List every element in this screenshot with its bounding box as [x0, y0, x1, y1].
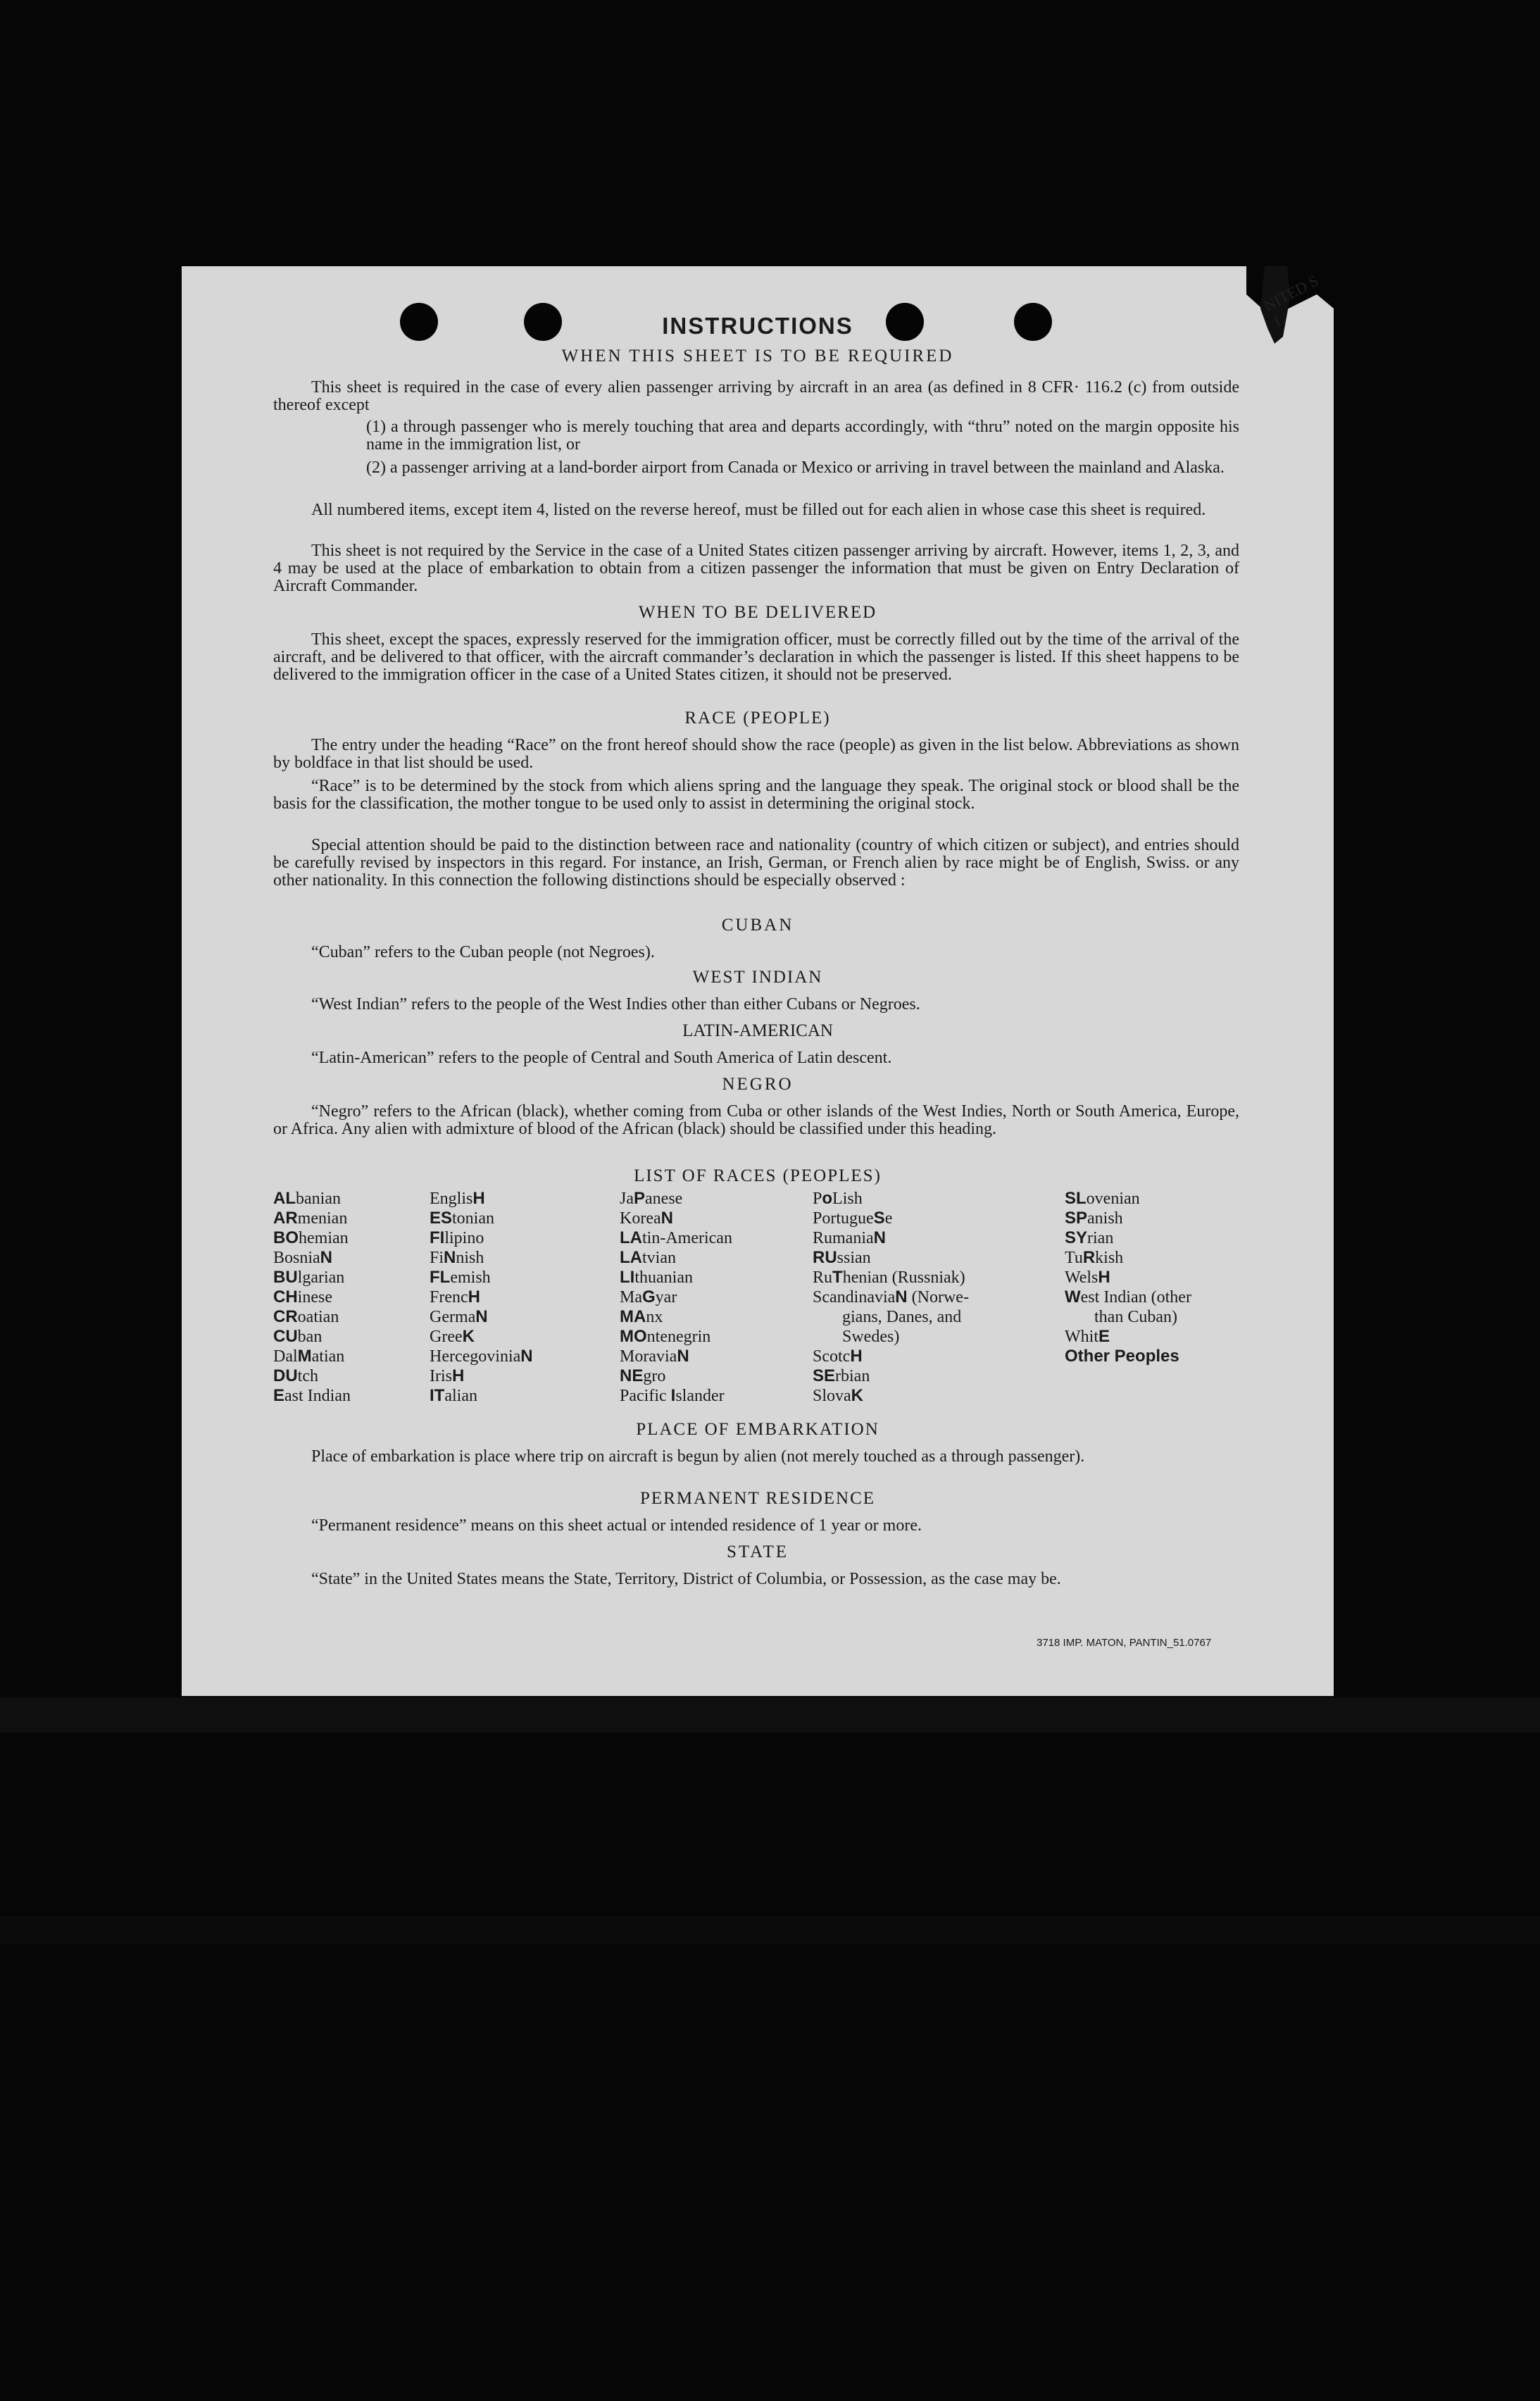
heading-cuban: CUBAN — [721, 916, 794, 935]
race-text: kish — [1095, 1249, 1124, 1267]
race-text: ntenegrin — [646, 1328, 711, 1346]
race-text: anese — [645, 1190, 683, 1208]
heading-delivered: WHEN TO BE DELIVERED — [638, 603, 877, 622]
race-text: (Norwe- — [907, 1288, 969, 1306]
race-text: E — [1098, 1327, 1110, 1346]
race-text: K — [462, 1327, 475, 1346]
race-text: thuanian — [634, 1268, 693, 1287]
form-number: 3718 IMP. MATON, PANTIN_51.0767 — [1037, 1637, 1212, 1649]
race-entry — [1065, 1228, 1191, 1248]
race-text: I — [670, 1386, 676, 1405]
race-text: gro — [643, 1367, 666, 1385]
race-text: AL — [273, 1189, 296, 1208]
race-text: tvian — [642, 1249, 676, 1267]
race-text: N — [520, 1347, 533, 1366]
race-text: P — [813, 1190, 822, 1208]
race-entry — [620, 1268, 732, 1287]
race-text: slander — [675, 1387, 725, 1405]
race-text: BU — [273, 1268, 298, 1287]
race-text: SY — [1065, 1228, 1088, 1247]
tab-stamp: NITED S 1. — [1260, 271, 1322, 331]
race-entry — [430, 1209, 533, 1228]
race-text: Fi — [430, 1249, 444, 1267]
race-text: hemian — [299, 1229, 349, 1247]
race-entry — [273, 1386, 351, 1406]
race-text: Rumania — [813, 1229, 874, 1247]
race-text: atian — [311, 1347, 345, 1366]
paragraph: Special attention should be paid to the distinction between race and nationality (country of which citizen or subject), and entries should be carefully revised by inspectors in this regard. For instance, an Irish, German, or French alien by race might be of English, Swiss. or any other nationality. In this connection the following distinctions should be especially observed : — [273, 836, 1239, 890]
race-entry — [430, 1287, 533, 1307]
race-text: H — [1098, 1268, 1110, 1287]
paragraph: “Race” is to be determined by the stock from which aliens spring and the language they speak. The original stock or blood shall be the basis for the classification, the mother tongue to be used only to assist in determining the original stock. — [273, 777, 1239, 813]
race-entry — [1065, 1209, 1191, 1228]
paragraph: This sheet is not required by the Service in the case of a United States citizen passenger arriving by aircraft. However, items 1, 2, 3, and 4 may be used at the place of embarkation to obtain from a citizen passenger the information that must be given on Entry Declaration of Aircraft Commander. — [273, 542, 1239, 595]
race-text: H — [850, 1347, 863, 1366]
race-text: LA — [620, 1228, 642, 1247]
race-text: M — [297, 1347, 312, 1366]
race-entry — [273, 1307, 351, 1327]
paragraph: All numbered items, except item 4, listed on the reverse hereof, must be filled out for each alien in whose case this sheet is required. — [311, 501, 1206, 519]
paragraph: “Permanent residence” means on this sheet actual or intended residence of 1 year or more. — [311, 1516, 922, 1535]
race-entry — [273, 1366, 351, 1386]
race-text: T — [832, 1268, 843, 1287]
scan-band — [0, 1916, 1540, 1944]
race-text: IT — [430, 1386, 445, 1405]
scan-band — [0, 1697, 1540, 1733]
race-text: W — [1065, 1287, 1081, 1306]
race-entry — [430, 1248, 533, 1268]
race-text: henian (Russniak) — [842, 1268, 965, 1287]
race-entry — [620, 1228, 732, 1248]
race-text: tin-American — [642, 1229, 732, 1247]
race-text: NE — [620, 1366, 644, 1385]
heading-race: RACE (PEOPLE) — [684, 709, 831, 728]
race-entry — [1065, 1248, 1191, 1268]
race-text: S — [873, 1209, 885, 1228]
race-text: N — [873, 1228, 886, 1247]
race-text: Ru — [813, 1268, 833, 1287]
race-text: Wels — [1065, 1268, 1098, 1287]
race-text: rbian — [835, 1367, 870, 1385]
race-text: banian — [296, 1190, 341, 1208]
heading-races-list: LIST OF RACES (PEOPLES) — [634, 1166, 882, 1185]
race-entry — [813, 1268, 969, 1287]
paragraph: “State” in the United States means the State, Territory, District of Columbia, or Possession, as the case may be. — [311, 1570, 1061, 1588]
race-text: N — [320, 1248, 333, 1267]
race-entry — [620, 1189, 732, 1209]
race-text: ovenian — [1086, 1190, 1140, 1208]
race-entry — [813, 1228, 969, 1248]
race-text: SL — [1065, 1189, 1087, 1208]
race-entry — [813, 1386, 969, 1406]
race-text: K — [851, 1386, 864, 1405]
race-entry — [273, 1228, 351, 1248]
race-text: H — [472, 1189, 485, 1208]
races-column — [813, 1189, 969, 1406]
race-text: e — [884, 1209, 893, 1228]
race-entry — [273, 1248, 351, 1268]
race-text: Frenc — [430, 1288, 468, 1306]
race-entry — [430, 1327, 533, 1347]
race-text: ssian — [837, 1249, 871, 1267]
race-text: N — [661, 1209, 673, 1228]
races-column — [273, 1189, 351, 1406]
heading-residence: PERMANENT RESIDENCE — [639, 1489, 876, 1508]
race-text: CR — [273, 1307, 298, 1326]
race-entry — [273, 1268, 351, 1287]
races-column — [430, 1189, 533, 1406]
race-text: H — [468, 1287, 480, 1306]
heading-west-indian: WEST INDIAN — [692, 968, 823, 987]
race-text: SE — [813, 1366, 836, 1385]
race-text: menian — [297, 1209, 348, 1228]
race-text: N — [895, 1287, 908, 1306]
race-entry — [813, 1248, 969, 1268]
race-entry — [430, 1307, 533, 1327]
race-entry — [1065, 1287, 1191, 1307]
heading-negro: NEGRO — [722, 1075, 794, 1094]
race-entry — [620, 1386, 732, 1406]
race-text: BO — [273, 1228, 299, 1247]
race-text: Portugue — [813, 1209, 874, 1228]
race-entry — [620, 1347, 732, 1366]
race-entry — [430, 1347, 533, 1366]
race-text: Scandinavia — [813, 1288, 896, 1306]
list-item: (1) a through passenger who is merely touching that area and departs accordingly, with “thru” noted on the margin opposite his name in the immigration list, or — [366, 418, 1239, 454]
race-text: N — [475, 1307, 488, 1326]
race-text: Lish — [832, 1190, 863, 1208]
race-text: o — [822, 1189, 833, 1208]
race-text: nx — [646, 1308, 663, 1326]
race-text: SP — [1065, 1209, 1088, 1228]
race-text: anish — [1087, 1209, 1123, 1228]
race-text: Slova — [813, 1387, 851, 1405]
page-title: INSTRUCTIONS — [662, 313, 853, 339]
race-entry — [1065, 1347, 1191, 1366]
race-text: Englis — [430, 1190, 473, 1208]
paragraph: This sheet, except the spaces, expressly reserved for the immigration officer, must be correctly filled out by the time of the arrival of the aircraft, and be delivered to that officer, with the aircraft commander’s declaration in which the passenger is listed. If this sheet happens to be delivered to the immigration officer in the case of a United States citizen, it should not be preserved. — [273, 630, 1239, 684]
race-entry — [273, 1189, 351, 1209]
heading-required: WHEN THIS SHEET IS TO BE REQUIRED — [561, 347, 954, 366]
race-entry — [1065, 1189, 1191, 1209]
race-text: Swedes) — [842, 1328, 900, 1346]
paragraph: “Latin-American” refers to the people of Central and South America of Latin descent. — [311, 1049, 892, 1067]
race-entry — [273, 1287, 351, 1307]
paragraph: “Cuban” refers to the Cuban people (not Negroes). — [311, 943, 655, 961]
race-text: N — [444, 1248, 456, 1267]
races-column — [620, 1189, 732, 1406]
race-text: Other Peoples — [1065, 1347, 1179, 1366]
race-text: LA — [620, 1248, 642, 1267]
paragraph: The entry under the heading “Race” on the front hereof should show the race (people) as given in the list below. Abbreviations as shown by boldface in that list should be used. — [273, 736, 1239, 772]
race-text: alian — [444, 1387, 477, 1405]
race-text: N — [677, 1347, 689, 1366]
race-text: gians, Danes, and — [842, 1308, 962, 1326]
race-text: Pacific — [620, 1387, 671, 1405]
race-text: Ja — [620, 1190, 634, 1208]
heading-latin-american: LATIN-AMERICAN — [682, 1021, 833, 1040]
race-text: Germa — [430, 1308, 476, 1326]
race-text: MA — [620, 1307, 646, 1326]
race-text: Dal — [273, 1347, 298, 1366]
race-entry — [1065, 1268, 1191, 1287]
race-entry — [273, 1347, 351, 1366]
race-text: Bosnia — [273, 1249, 320, 1267]
race-entry — [813, 1327, 969, 1347]
races-column — [1065, 1189, 1191, 1366]
race-text: H — [452, 1366, 465, 1385]
race-text: lipino — [444, 1229, 484, 1247]
list-item: (2) a passenger arriving at a land-border airport from Canada or Mexico or arriving in travel between the mainland and Alaska. — [366, 459, 1225, 477]
race-text: FI — [430, 1228, 445, 1247]
race-text: P — [634, 1189, 646, 1208]
race-entry — [273, 1209, 351, 1228]
race-text: nish — [456, 1249, 484, 1267]
race-entry — [813, 1287, 969, 1307]
race-text: Korea — [620, 1209, 661, 1228]
paragraph: “West Indian” refers to the people of the West Indies other than either Cubans or Negroes. — [311, 995, 920, 1014]
race-entry — [620, 1307, 732, 1327]
race-text: FL — [430, 1268, 451, 1287]
race-text: rian — [1087, 1229, 1114, 1247]
race-text: AR — [273, 1209, 298, 1228]
race-text: G — [642, 1287, 656, 1306]
race-text: Scotc — [813, 1347, 851, 1366]
race-text: oatian — [297, 1308, 339, 1326]
race-text: Iris — [430, 1367, 452, 1385]
race-text: lgarian — [297, 1268, 345, 1287]
race-text: Whit — [1065, 1328, 1098, 1346]
race-text: emish — [450, 1268, 491, 1287]
race-text: Hercegovinia — [430, 1347, 521, 1366]
instruction-sheet — [182, 266, 1334, 1696]
race-text: Tu — [1065, 1249, 1083, 1267]
race-entry — [273, 1327, 351, 1347]
race-entry — [813, 1189, 969, 1209]
race-entry — [430, 1386, 533, 1406]
race-entry — [430, 1268, 533, 1287]
race-text: ES — [430, 1209, 453, 1228]
heading-embarkation: PLACE OF EMBARKATION — [636, 1420, 879, 1439]
race-entry — [620, 1327, 732, 1347]
race-entry — [620, 1366, 732, 1386]
race-text: E — [273, 1386, 285, 1405]
race-text: Ma — [620, 1288, 642, 1306]
race-text: ban — [297, 1328, 323, 1346]
race-text: Gree — [430, 1328, 463, 1346]
race-text: than Cuban) — [1094, 1308, 1177, 1326]
race-entry — [430, 1366, 533, 1386]
race-entry — [430, 1189, 533, 1209]
race-text: CH — [273, 1287, 298, 1306]
race-text: LI — [620, 1268, 635, 1287]
race-entry — [813, 1366, 969, 1386]
race-text: R — [1082, 1248, 1096, 1267]
race-entry — [620, 1209, 732, 1228]
race-entry — [813, 1307, 969, 1327]
heading-state: STATE — [727, 1542, 789, 1561]
race-text: yar — [655, 1288, 677, 1306]
race-text: MO — [620, 1327, 647, 1346]
race-text: tonian — [452, 1209, 495, 1228]
race-text: RU — [813, 1248, 837, 1267]
race-entry — [813, 1209, 969, 1228]
race-text: inese — [297, 1288, 332, 1306]
race-text: Moravia — [620, 1347, 677, 1366]
race-text: CU — [273, 1327, 298, 1346]
paragraph: This sheet is required in the case of every alien passenger arriving by aircraft in an area (as defined in 8 CFR· 116.2 (c) from outside thereof except — [273, 378, 1239, 414]
race-entry — [1065, 1307, 1191, 1327]
race-text: ast Indian — [284, 1387, 351, 1405]
race-text: tch — [297, 1367, 318, 1385]
paragraph: Place of embarkation is place where trip on aircraft is begun by alien (not merely touched as a through passenger). — [311, 1447, 1085, 1466]
race-entry — [1065, 1327, 1191, 1347]
race-entry — [620, 1248, 732, 1268]
race-text: DU — [273, 1366, 298, 1385]
race-text: est Indian (other — [1080, 1288, 1191, 1306]
race-entry — [430, 1228, 533, 1248]
race-entry — [813, 1347, 969, 1366]
race-entry — [620, 1287, 732, 1307]
paragraph: “Negro” refers to the African (black), whether coming from Cuba or other islands of the West Indies, North or South America, Europe, or Africa. Any alien with admixture of blood of the African (black) should be classified under this heading. — [273, 1102, 1239, 1138]
